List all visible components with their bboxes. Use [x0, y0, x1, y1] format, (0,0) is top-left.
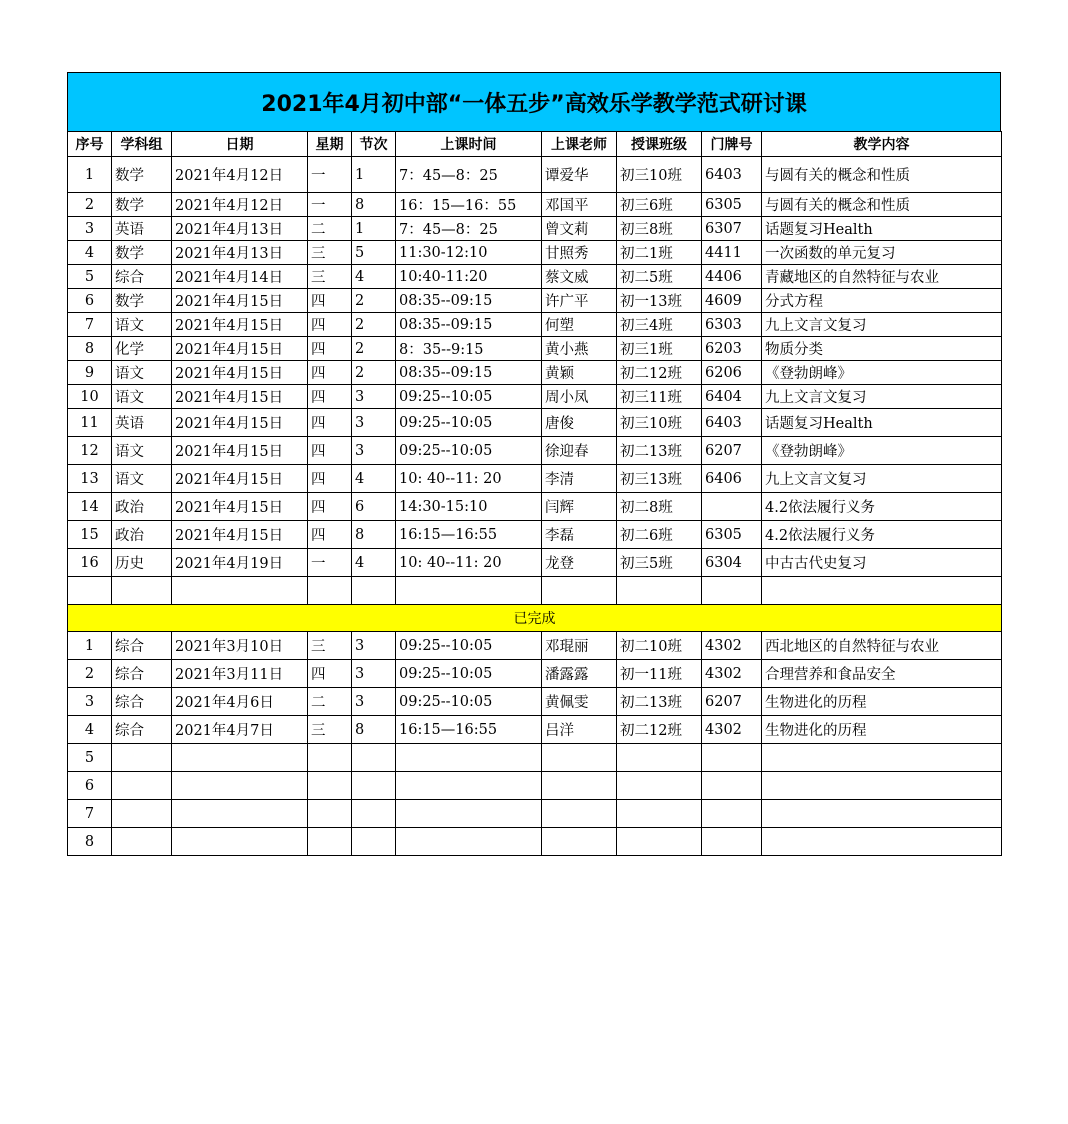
table-row — [68, 549, 1002, 577]
empty-cell[interactable] — [762, 577, 1002, 605]
table-cell[interactable]: 08:35--09:15 — [396, 361, 542, 385]
table-cell[interactable]: 初二8班 — [617, 493, 702, 521]
table-row — [68, 632, 1002, 660]
table-cell[interactable]: 中古古代史复习 — [762, 549, 1002, 577]
table-cell[interactable]: 2 — [68, 193, 112, 217]
header-cell[interactable]: 星期 — [308, 132, 352, 157]
table-cell[interactable]: 16 — [68, 549, 112, 577]
table-cell[interactable]: 1 — [352, 217, 396, 241]
table-cell[interactable] — [112, 800, 172, 828]
table-cell[interactable]: 4 — [352, 549, 396, 577]
table-row — [68, 716, 1002, 744]
empty-cell[interactable] — [702, 577, 762, 605]
table-cell[interactable]: 九上文言文复习 — [762, 385, 1002, 409]
table-cell[interactable]: 初三10班 — [617, 157, 702, 193]
table-cell[interactable] — [702, 744, 762, 772]
table-row — [68, 409, 1002, 437]
table-cell[interactable]: 四 — [308, 385, 352, 409]
table-cell[interactable]: 8 — [352, 521, 396, 549]
table-cell[interactable]: 综合 — [112, 688, 172, 716]
table-cell[interactable]: 四 — [308, 361, 352, 385]
sheet-title: 2021年4月初中部“一体五步”高效乐学教学范式研讨课 — [67, 72, 1001, 131]
table-cell[interactable]: 初三13班 — [617, 465, 702, 493]
table-row — [68, 385, 1002, 409]
table-cell[interactable]: 语文 — [112, 385, 172, 409]
header-cell[interactable]: 上课老师 — [542, 132, 617, 157]
section-row-completed — [68, 605, 1002, 632]
table-cell[interactable] — [702, 800, 762, 828]
table-cell[interactable]: 4302 — [702, 660, 762, 688]
table-cell[interactable]: 2021年4月15日 — [172, 337, 308, 361]
table-cell[interactable]: 四 — [308, 313, 352, 337]
table-cell[interactable]: 四 — [308, 289, 352, 313]
table-cell[interactable] — [762, 828, 1002, 856]
table-cell[interactable]: 08:35--09:15 — [396, 313, 542, 337]
table-row — [68, 660, 1002, 688]
table-cell[interactable]: 初二12班 — [617, 361, 702, 385]
table-cell[interactable]: 2021年4月15日 — [172, 289, 308, 313]
table-cell[interactable]: 与圆有关的概念和性质 — [762, 193, 1002, 217]
table-row — [68, 437, 1002, 465]
table-cell[interactable] — [172, 828, 308, 856]
table-cell[interactable]: 甘照秀 — [542, 241, 617, 265]
header-row — [68, 132, 1002, 157]
table-cell[interactable]: 6206 — [702, 361, 762, 385]
table-cell[interactable]: 10: 40--11: 20 — [396, 465, 542, 493]
table-row — [68, 688, 1002, 716]
table-cell[interactable]: 4 — [352, 465, 396, 493]
table-cell[interactable]: 09:25--10:05 — [396, 660, 542, 688]
table-cell[interactable]: 8 — [68, 337, 112, 361]
table-row — [68, 217, 1002, 241]
table-cell[interactable]: 8 — [352, 193, 396, 217]
table-cell[interactable]: 四 — [308, 409, 352, 437]
table-cell[interactable] — [617, 744, 702, 772]
table-cell[interactable]: 李磊 — [542, 521, 617, 549]
table-cell[interactable] — [542, 828, 617, 856]
table-cell[interactable]: 2 — [352, 289, 396, 313]
table-cell[interactable]: 数学 — [112, 241, 172, 265]
table-row — [68, 828, 1002, 856]
table-cell[interactable]: 11 — [68, 409, 112, 437]
table-cell[interactable]: 4 — [68, 241, 112, 265]
table-cell[interactable] — [172, 744, 308, 772]
table-cell[interactable]: 分式方程 — [762, 289, 1002, 313]
table-cell[interactable]: 2021年4月15日 — [172, 361, 308, 385]
table-cell[interactable]: 初二12班 — [617, 716, 702, 744]
table-cell[interactable]: 《登勃朗峰》 — [762, 437, 1002, 465]
table-cell[interactable]: 初一13班 — [617, 289, 702, 313]
table-cell[interactable]: 许广平 — [542, 289, 617, 313]
table-cell[interactable] — [617, 800, 702, 828]
table-cell[interactable]: 数学 — [112, 289, 172, 313]
table-cell[interactable]: 曾文莉 — [542, 217, 617, 241]
table-cell[interactable]: 唐俊 — [542, 409, 617, 437]
header-cell[interactable]: 学科组 — [112, 132, 172, 157]
table-cell[interactable]: 初三10班 — [617, 409, 702, 437]
table-cell[interactable]: 吕洋 — [542, 716, 617, 744]
table-cell[interactable]: 何塑 — [542, 313, 617, 337]
empty-cell[interactable] — [308, 577, 352, 605]
table-cell[interactable]: 一 — [308, 193, 352, 217]
table-cell[interactable] — [542, 744, 617, 772]
table-cell[interactable]: 4302 — [702, 716, 762, 744]
table-cell[interactable] — [308, 772, 352, 800]
table-cell[interactable]: 初二1班 — [617, 241, 702, 265]
table-cell[interactable]: 6 — [68, 289, 112, 313]
table-cell[interactable]: 初三5班 — [617, 549, 702, 577]
table-cell[interactable] — [396, 744, 542, 772]
table-cell[interactable]: 四 — [308, 660, 352, 688]
table-cell[interactable]: 语文 — [112, 361, 172, 385]
table-cell[interactable]: 09:25--10:05 — [396, 409, 542, 437]
header-cell[interactable]: 授课班级 — [617, 132, 702, 157]
table-cell[interactable]: 2021年3月11日 — [172, 660, 308, 688]
table-cell[interactable]: 九上文言文复习 — [762, 465, 1002, 493]
table-cell[interactable]: 5 — [68, 744, 112, 772]
table-cell[interactable]: 11:30-12:10 — [396, 241, 542, 265]
table-cell[interactable]: 一 — [308, 157, 352, 193]
table-cell[interactable]: 16：15—16：55 — [396, 193, 542, 217]
table-cell[interactable]: 1 — [68, 157, 112, 193]
table-cell[interactable]: 4.2依法履行义务 — [762, 521, 1002, 549]
table-cell[interactable]: 6403 — [702, 157, 762, 193]
schedule-table — [67, 131, 1002, 856]
table-row — [68, 157, 1002, 193]
table-cell[interactable]: 8：35--9:15 — [396, 337, 542, 361]
section-label[interactable]: 已完成 — [68, 605, 1002, 632]
table-cell[interactable] — [702, 772, 762, 800]
table-cell[interactable]: 2 — [352, 361, 396, 385]
table-cell[interactable]: 综合 — [112, 632, 172, 660]
table-cell[interactable]: 初三6班 — [617, 193, 702, 217]
table-cell[interactable]: 西北地区的自然特征与农业 — [762, 632, 1002, 660]
table-cell[interactable]: 化学 — [112, 337, 172, 361]
header-cell[interactable]: 日期 — [172, 132, 308, 157]
table-row — [68, 521, 1002, 549]
table-cell[interactable]: 5 — [352, 241, 396, 265]
table-cell[interactable]: 10:40-11:20 — [396, 265, 542, 289]
table-cell[interactable]: 话题复习Health — [762, 217, 1002, 241]
table-cell[interactable]: 16:15—16:55 — [396, 521, 542, 549]
table-cell[interactable]: 四 — [308, 521, 352, 549]
table-cell[interactable]: 政治 — [112, 493, 172, 521]
table-cell[interactable]: 黄颖 — [542, 361, 617, 385]
table-cell[interactable] — [172, 772, 308, 800]
table-cell[interactable]: 语文 — [112, 313, 172, 337]
table-cell[interactable]: 3 — [68, 688, 112, 716]
table-cell[interactable] — [352, 800, 396, 828]
table-cell[interactable]: 4302 — [702, 632, 762, 660]
table-cell[interactable]: 6404 — [702, 385, 762, 409]
table-cell[interactable] — [702, 493, 762, 521]
table-cell[interactable]: 6 — [352, 493, 396, 521]
table-cell[interactable]: 二 — [308, 688, 352, 716]
table-cell[interactable]: 3 — [352, 385, 396, 409]
table-cell[interactable]: 8 — [352, 716, 396, 744]
table-cell[interactable]: 3 — [352, 688, 396, 716]
table-cell[interactable]: 初二13班 — [617, 437, 702, 465]
table-cell[interactable]: 7 — [68, 800, 112, 828]
table-cell[interactable]: 13 — [68, 465, 112, 493]
table-cell[interactable]: 2021年4月15日 — [172, 493, 308, 521]
table-cell[interactable]: 6203 — [702, 337, 762, 361]
table-cell[interactable]: 1 — [68, 632, 112, 660]
table-cell[interactable]: 2021年4月19日 — [172, 549, 308, 577]
empty-cell[interactable] — [352, 577, 396, 605]
table-row — [68, 772, 1002, 800]
table-cell[interactable]: 2021年4月7日 — [172, 716, 308, 744]
table-cell[interactable]: 6207 — [702, 688, 762, 716]
table-cell[interactable]: 三 — [308, 716, 352, 744]
table-cell[interactable]: 2021年4月6日 — [172, 688, 308, 716]
table-cell[interactable]: 2021年4月14日 — [172, 265, 308, 289]
empty-cell[interactable] — [68, 577, 112, 605]
table-cell[interactable]: 黄小燕 — [542, 337, 617, 361]
empty-cell[interactable] — [617, 577, 702, 605]
table-cell[interactable]: 15 — [68, 521, 112, 549]
table-cell[interactable]: 4411 — [702, 241, 762, 265]
table-cell[interactable]: 综合 — [112, 265, 172, 289]
table-cell[interactable]: 初一11班 — [617, 660, 702, 688]
table-cell[interactable]: 2 — [68, 660, 112, 688]
table-cell[interactable]: 4 — [352, 265, 396, 289]
table-cell[interactable]: 7 — [68, 313, 112, 337]
table-cell[interactable] — [617, 828, 702, 856]
table-row — [68, 493, 1002, 521]
table-cell[interactable]: 14:30-15:10 — [396, 493, 542, 521]
table-cell[interactable] — [396, 800, 542, 828]
table-cell[interactable]: 四 — [308, 465, 352, 493]
table-cell[interactable]: 三 — [308, 241, 352, 265]
table-cell[interactable]: 初二13班 — [617, 688, 702, 716]
table-cell[interactable]: 3 — [352, 632, 396, 660]
table-cell[interactable]: 6303 — [702, 313, 762, 337]
table-cell[interactable]: 16:15—16:55 — [396, 716, 542, 744]
table-cell[interactable]: 生物进化的历程 — [762, 688, 1002, 716]
table-cell[interactable]: 综合 — [112, 716, 172, 744]
table-cell[interactable]: 2021年4月15日 — [172, 313, 308, 337]
table-cell[interactable]: 09:25--10:05 — [396, 688, 542, 716]
table-cell[interactable]: 初二10班 — [617, 632, 702, 660]
empty-cell[interactable] — [112, 577, 172, 605]
table-row — [68, 465, 1002, 493]
table-cell[interactable]: 英语 — [112, 217, 172, 241]
table-cell[interactable]: 李清 — [542, 465, 617, 493]
table-cell[interactable]: 青藏地区的自然特征与农业 — [762, 265, 1002, 289]
table-cell[interactable]: 6403 — [702, 409, 762, 437]
table-cell[interactable]: 6307 — [702, 217, 762, 241]
table-cell[interactable]: 三 — [308, 265, 352, 289]
table-cell[interactable]: 2 — [352, 313, 396, 337]
table-cell[interactable]: 3 — [352, 409, 396, 437]
table-cell[interactable] — [617, 772, 702, 800]
table-cell[interactable]: 12 — [68, 437, 112, 465]
table-cell[interactable]: 2021年3月10日 — [172, 632, 308, 660]
table-cell[interactable] — [352, 828, 396, 856]
table-row — [68, 744, 1002, 772]
table-cell[interactable]: 邓琨丽 — [542, 632, 617, 660]
table-row — [68, 361, 1002, 385]
table-cell[interactable]: 2021年4月15日 — [172, 521, 308, 549]
table-cell[interactable] — [172, 800, 308, 828]
table-cell[interactable]: 09:25--10:05 — [396, 632, 542, 660]
table-cell[interactable] — [352, 772, 396, 800]
table-cell[interactable]: 2021年4月13日 — [172, 241, 308, 265]
table-cell[interactable]: 三 — [308, 632, 352, 660]
table-row — [68, 193, 1002, 217]
table-cell[interactable]: 话题复习Health — [762, 409, 1002, 437]
table-row — [68, 265, 1002, 289]
header-cell[interactable]: 节次 — [352, 132, 396, 157]
table-cell[interactable] — [702, 828, 762, 856]
table-cell[interactable]: 综合 — [112, 660, 172, 688]
table-cell[interactable]: 4406 — [702, 265, 762, 289]
table-cell[interactable]: 九上文言文复习 — [762, 313, 1002, 337]
table-cell[interactable] — [308, 744, 352, 772]
table-cell[interactable]: 09:25--10:05 — [396, 385, 542, 409]
table-cell[interactable]: 2021年4月15日 — [172, 465, 308, 493]
table-cell[interactable]: 数学 — [112, 157, 172, 193]
table-cell[interactable]: 生物进化的历程 — [762, 716, 1002, 744]
table-cell[interactable]: 物质分类 — [762, 337, 1002, 361]
table-cell[interactable]: 6304 — [702, 549, 762, 577]
spreadsheet — [67, 72, 1001, 856]
table-row — [68, 289, 1002, 313]
table-cell[interactable]: 一次函数的单元复习 — [762, 241, 1002, 265]
table-cell[interactable] — [396, 772, 542, 800]
table-cell[interactable]: 初三11班 — [617, 385, 702, 409]
table-cell[interactable]: 10: 40--11: 20 — [396, 549, 542, 577]
table-cell[interactable]: 4 — [68, 716, 112, 744]
table-cell[interactable]: 2021年4月15日 — [172, 409, 308, 437]
table-cell[interactable]: 语文 — [112, 437, 172, 465]
table-cell[interactable]: 黄佩雯 — [542, 688, 617, 716]
table-cell[interactable]: 7：45—8：25 — [396, 217, 542, 241]
table-cell[interactable]: 历史 — [112, 549, 172, 577]
table-cell[interactable]: 6 — [68, 772, 112, 800]
table-cell[interactable]: 3 — [352, 437, 396, 465]
empty-row — [68, 577, 1002, 605]
table-cell[interactable]: 英语 — [112, 409, 172, 437]
table-cell[interactable]: 4.2依法履行义务 — [762, 493, 1002, 521]
table-cell[interactable]: 2 — [352, 337, 396, 361]
table-cell[interactable]: 初二5班 — [617, 265, 702, 289]
table-cell[interactable] — [762, 772, 1002, 800]
table-cell[interactable]: 蔡文威 — [542, 265, 617, 289]
empty-cell[interactable] — [396, 577, 542, 605]
table-cell[interactable]: 邓国平 — [542, 193, 617, 217]
table-cell[interactable]: 6207 — [702, 437, 762, 465]
table-cell[interactable] — [542, 800, 617, 828]
table-cell[interactable]: 3 — [352, 660, 396, 688]
table-cell[interactable]: 潘露露 — [542, 660, 617, 688]
table-cell[interactable]: 四 — [308, 337, 352, 361]
table-cell[interactable]: 2021年4月15日 — [172, 385, 308, 409]
table-cell[interactable]: 徐迎春 — [542, 437, 617, 465]
table-cell[interactable]: 四 — [308, 493, 352, 521]
table-cell[interactable] — [396, 828, 542, 856]
empty-cell[interactable] — [172, 577, 308, 605]
table-cell[interactable] — [112, 772, 172, 800]
table-cell[interactable] — [352, 744, 396, 772]
table-cell[interactable] — [762, 744, 1002, 772]
empty-cell[interactable] — [542, 577, 617, 605]
header-cell[interactable]: 教学内容 — [762, 132, 1002, 157]
table-row — [68, 800, 1002, 828]
table-cell[interactable] — [762, 800, 1002, 828]
header-cell[interactable]: 门牌号 — [702, 132, 762, 157]
table-cell[interactable]: 数学 — [112, 193, 172, 217]
table-cell[interactable] — [542, 772, 617, 800]
table-cell[interactable]: 语文 — [112, 465, 172, 493]
table-cell[interactable]: 08:35--09:15 — [396, 289, 542, 313]
table-cell[interactable]: 周小凤 — [542, 385, 617, 409]
table-row — [68, 241, 1002, 265]
table-cell[interactable]: 10 — [68, 385, 112, 409]
table-cell[interactable]: 8 — [68, 828, 112, 856]
table-cell[interactable] — [308, 828, 352, 856]
table-cell[interactable]: 7：45—8：25 — [396, 157, 542, 193]
table-row — [68, 313, 1002, 337]
table-cell[interactable]: 6305 — [702, 193, 762, 217]
table-cell[interactable]: 6406 — [702, 465, 762, 493]
table-cell[interactable]: 14 — [68, 493, 112, 521]
table-cell[interactable]: 初三1班 — [617, 337, 702, 361]
table-cell[interactable] — [308, 800, 352, 828]
table-cell[interactable]: 《登勃朗峰》 — [762, 361, 1002, 385]
table-cell[interactable]: 初二6班 — [617, 521, 702, 549]
table-cell[interactable]: 2021年4月13日 — [172, 217, 308, 241]
table-cell[interactable]: 四 — [308, 437, 352, 465]
table-cell[interactable]: 9 — [68, 361, 112, 385]
table-row — [68, 337, 1002, 361]
table-cell[interactable]: 2021年4月12日 — [172, 157, 308, 193]
table-cell[interactable]: 4609 — [702, 289, 762, 313]
table-cell[interactable]: 09:25--10:05 — [396, 437, 542, 465]
table-cell[interactable]: 合理营养和食品安全 — [762, 660, 1002, 688]
table-cell[interactable]: 2021年4月12日 — [172, 193, 308, 217]
table-cell[interactable]: 1 — [352, 157, 396, 193]
table-cell[interactable]: 3 — [68, 217, 112, 241]
header-cell[interactable]: 序号 — [68, 132, 112, 157]
table-cell[interactable]: 二 — [308, 217, 352, 241]
table-cell[interactable]: 闫辉 — [542, 493, 617, 521]
table-cell[interactable]: 初三4班 — [617, 313, 702, 337]
header-cell[interactable]: 上课时间 — [396, 132, 542, 157]
table-cell[interactable]: 一 — [308, 549, 352, 577]
table-cell[interactable]: 2021年4月15日 — [172, 437, 308, 465]
table-cell[interactable]: 政治 — [112, 521, 172, 549]
table-cell[interactable]: 初三8班 — [617, 217, 702, 241]
table-cell[interactable] — [112, 744, 172, 772]
table-cell[interactable]: 谭爱华 — [542, 157, 617, 193]
table-cell[interactable]: 6305 — [702, 521, 762, 549]
table-cell[interactable]: 龙登 — [542, 549, 617, 577]
table-cell[interactable] — [112, 828, 172, 856]
table-cell[interactable]: 与圆有关的概念和性质 — [762, 157, 1002, 193]
table-cell[interactable]: 5 — [68, 265, 112, 289]
